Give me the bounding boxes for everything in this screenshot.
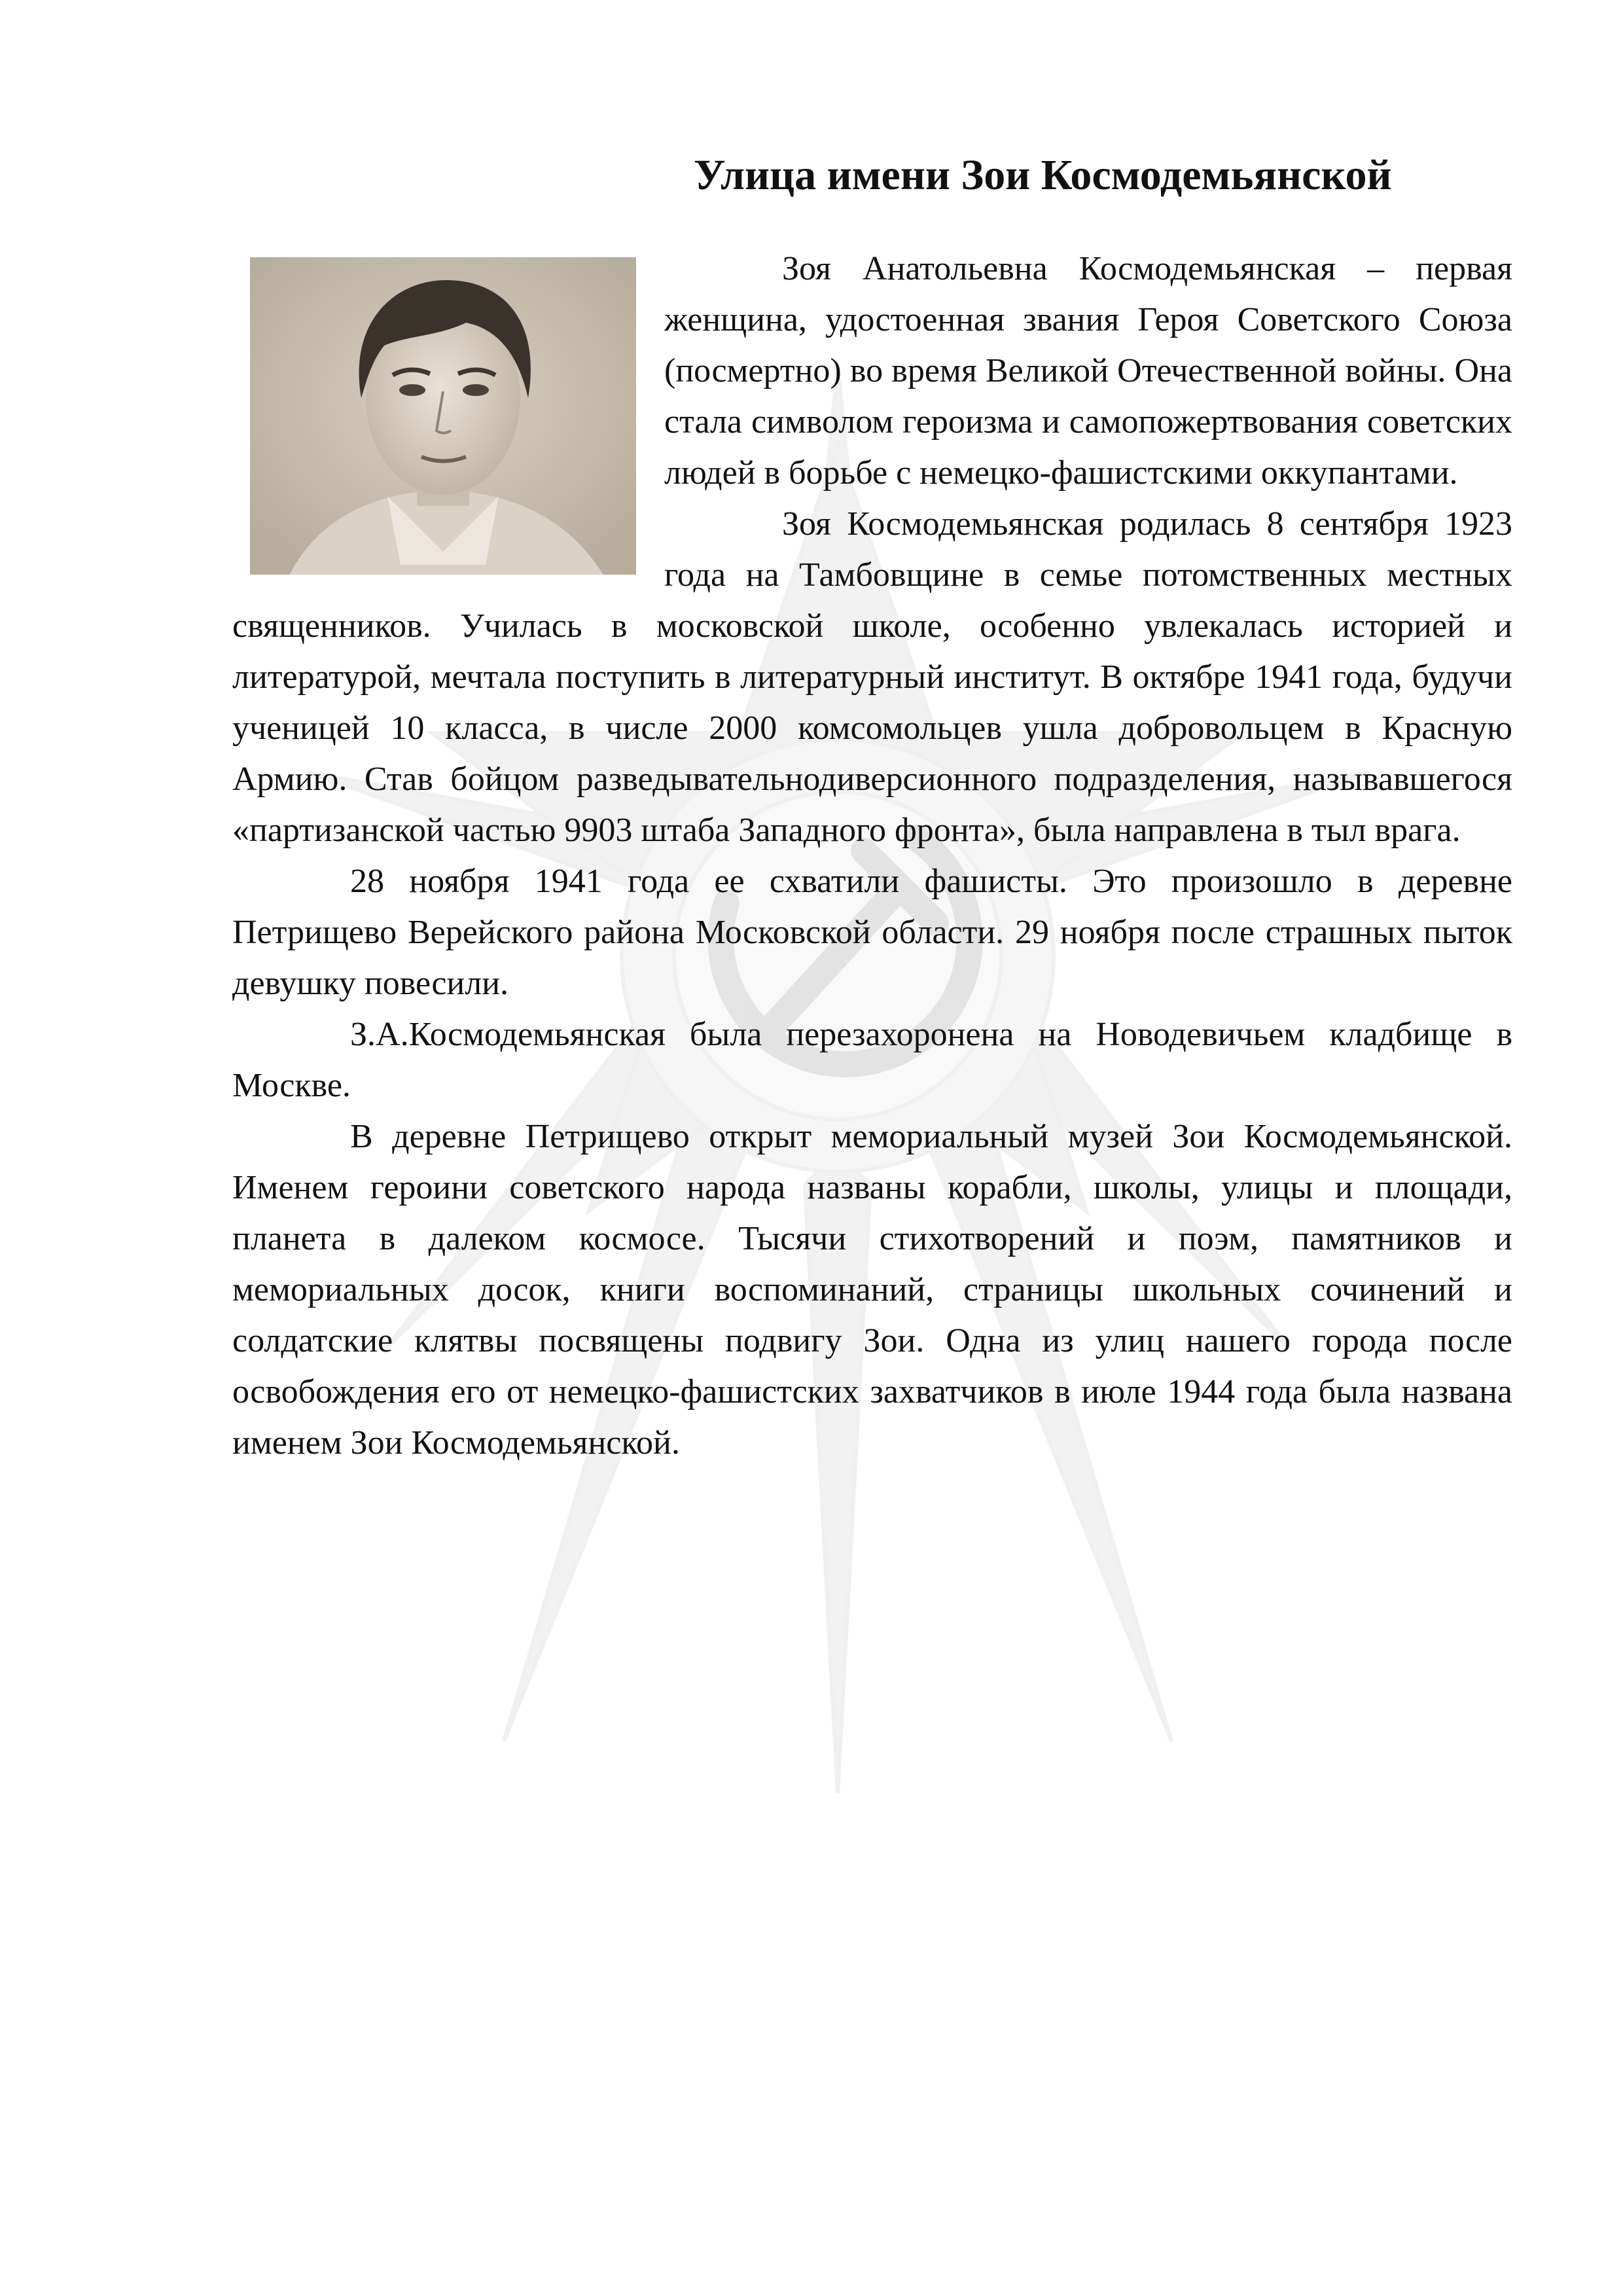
paragraph-burial: З.А.Космодемьянская была перезахоронена на Новодевичьем кладбище в Москве. bbox=[232, 1016, 1512, 1104]
paragraph-intro: Зоя Анатольевна Космодемьянская – первая женщина, удостоенная звания Героя Советского Союза (посмертно) во время Великой Отечественной войны. Она стала символом героизма и самопожертвования советских людей в борьбе с немецко-фашистскими оккупантами. bbox=[664, 250, 1512, 492]
page-title: Улица имени Зои Космодемьянской bbox=[694, 151, 1392, 199]
article-body bbox=[232, 243, 1512, 1469]
paragraph-capture: 28 ноября 1941 года ее схватили фашисты. Это произошло в деревне Петрищево Верейского района Московской области. 29 ноября после страшных пыток девушку повесили. bbox=[232, 863, 1512, 1002]
portrait-space bbox=[232, 243, 664, 585]
paragraph-memory: В деревне Петрищево открыт мемориальный музей Зои Космодемьянской. Именем героини советского народа названы корабли, школы, улицы и площади, планета в далеком космосе. Тысячи стихотворений и поэм, памятников и мемориальных досок, книги воспоминаний, страницы школьных сочинений и солдатские клятвы посвящены подвигу Зои. Одна из улиц нашего города после освобождения его от немецко-фашистских захватчиков в июле 1944 года была названа именем Зои Космодемьянской. bbox=[232, 1118, 1512, 1462]
paragraph-biography: Зоя Космодемьянская родилась 8 сентября 1923 года на Тамбовщине в семье потомственных местных священников. Училась в московской школе, особенно увлекалась историей и литературой, мечтала поступить в литературный институт. В октябре 1941 года, будучи ученицей 10 класса, в числе 2000 комсомольцев ушла добровольцем в Красную Армию. Став бойцом разведывательнодиверсионного подразделения, называвшегося «партизанской частью 9903 штаба Западного фронта», была направлена в тыл врага. bbox=[232, 505, 1512, 849]
